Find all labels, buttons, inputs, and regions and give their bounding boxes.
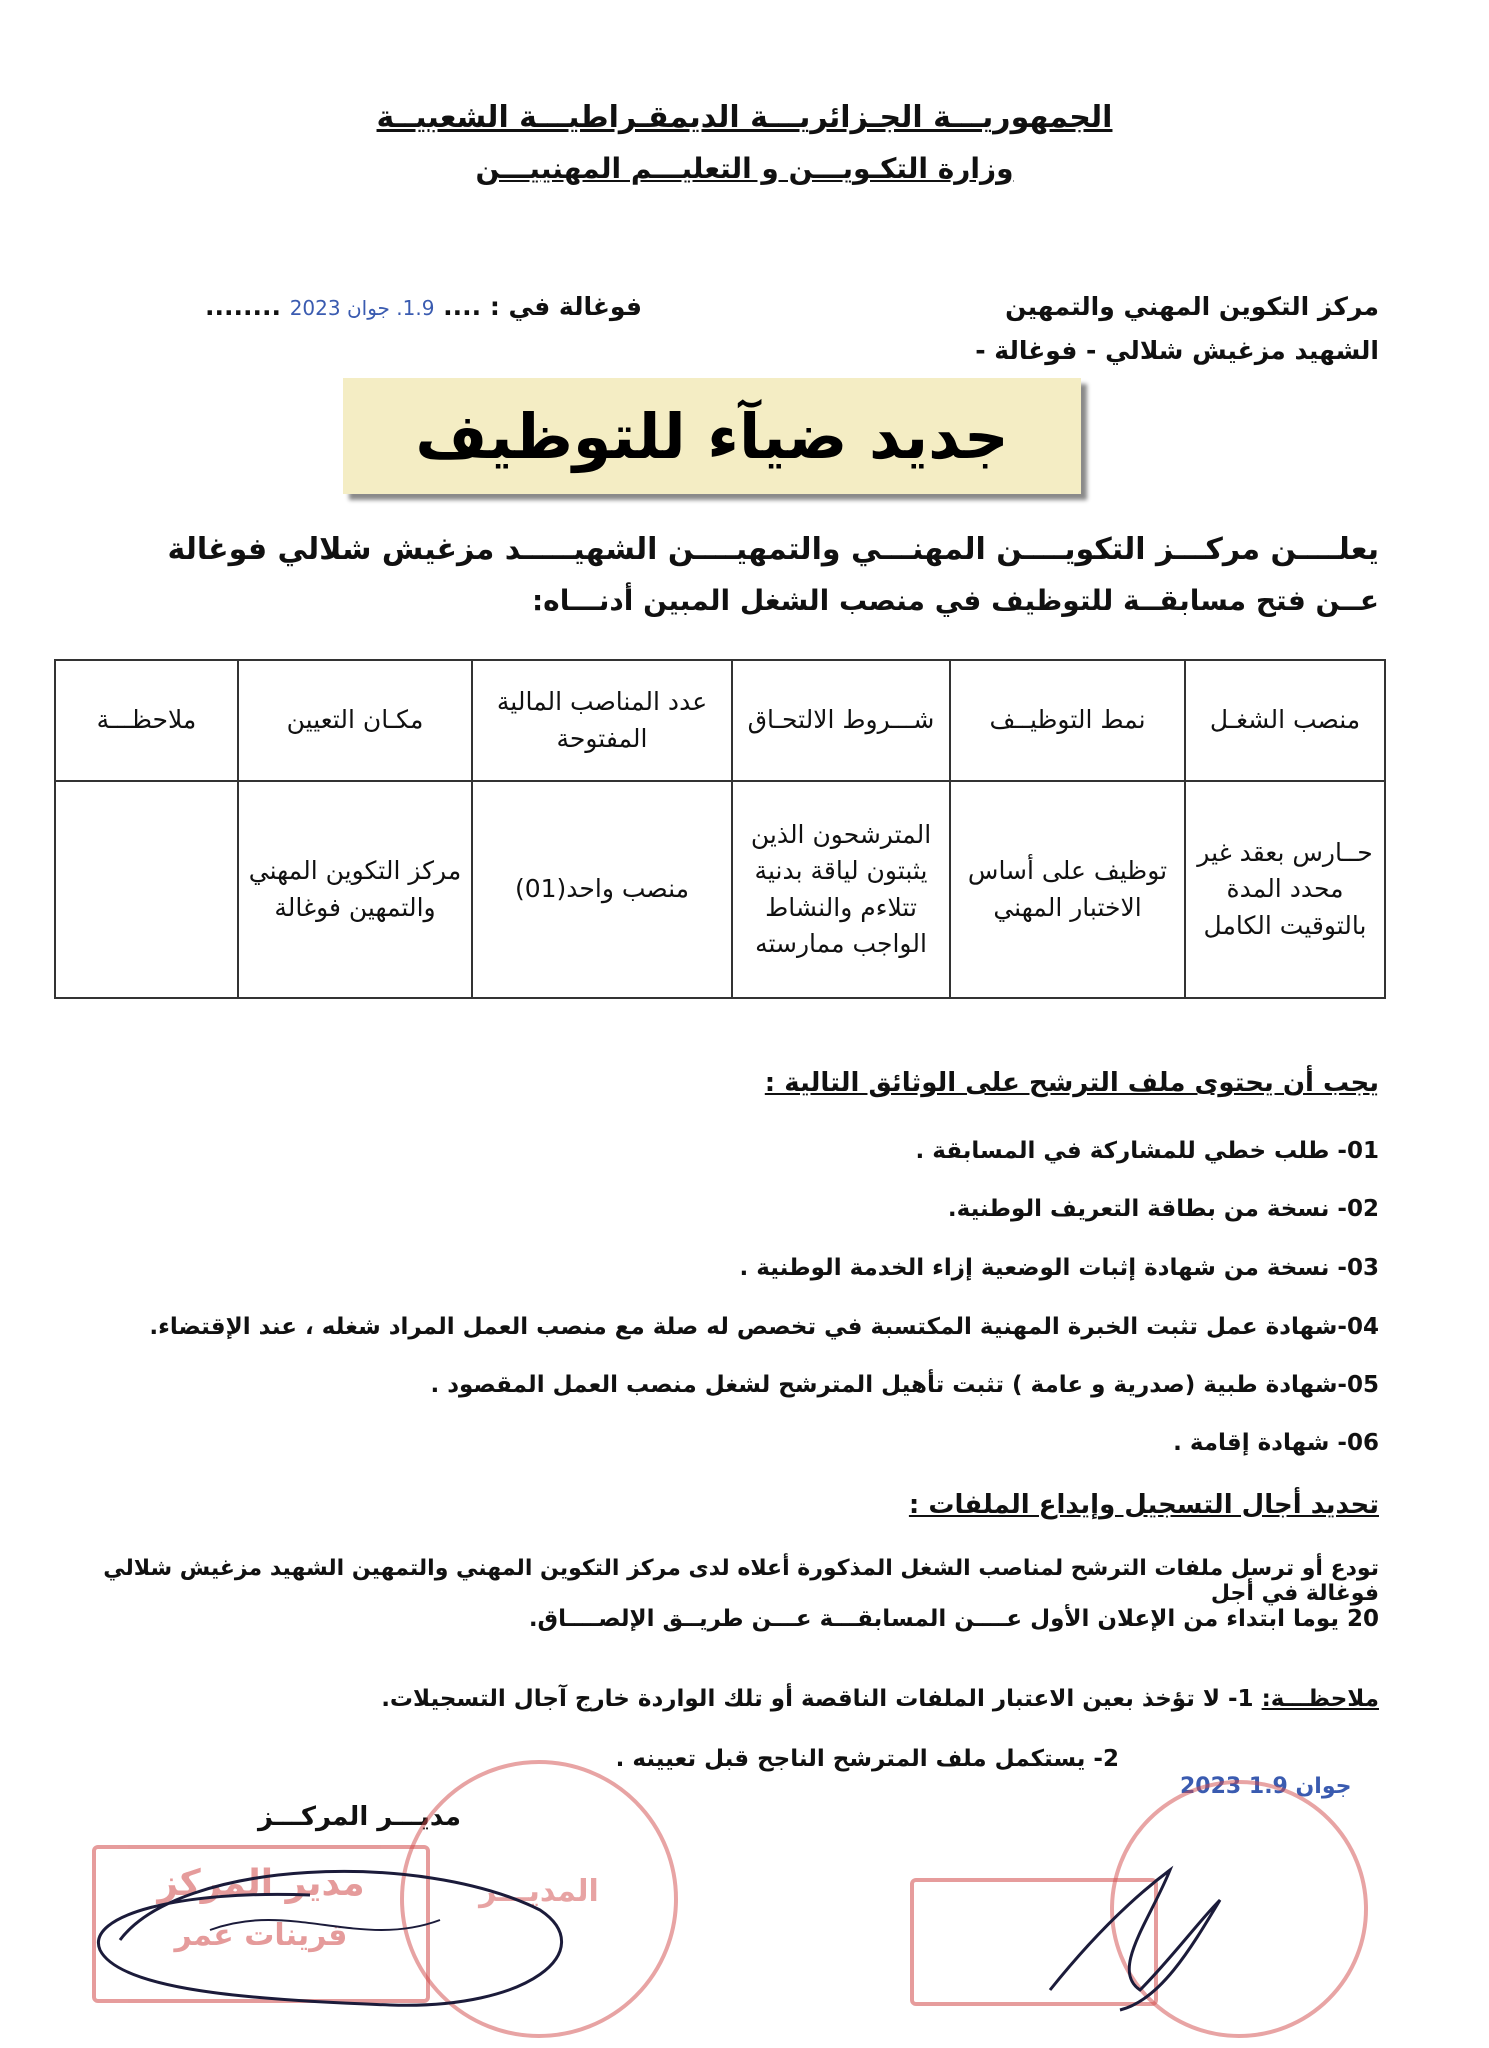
deadline-line-2: 20 يوما ابتداء من الإعلان الأول عــــن المسابقـــة عـــن طريــق الإلصــــاق. <box>528 1606 1379 1632</box>
issuer-line-2: الشهيد مزغيش شلالي - فوغالة - <box>975 336 1379 365</box>
header-recruitment-mode: نمط التوظيــف <box>950 660 1185 781</box>
header-remark: ملاحظـــة <box>55 660 238 781</box>
stamp-title: مدير المركز <box>157 1863 365 1904</box>
republic-title: الجمهوريـــة الجـزائريـــة الديمقـراطيـــة الشعبيــة <box>376 100 1113 135</box>
header-positions-count: عدد المناصب المالية المفتوحة <box>472 660 732 781</box>
place-date <box>205 292 642 321</box>
place-date-trail: ........ <box>205 292 281 321</box>
document-item-1: 01- طلب خطي للمشاركة في المسابقة . <box>915 1138 1379 1164</box>
recruitment-banner <box>343 378 1081 494</box>
announcement-line-1: يعلــــن مركـــز التكويــــن المهنـــي والتمهيــــن الشهيـــــد مزغيش شلالي فوغالة <box>167 532 1379 567</box>
cell-assignment-place: مركز التكوين المهني والتمهين فوغالة <box>238 781 472 998</box>
stamp-name: قرينات عمر <box>174 1918 348 1953</box>
issuer-line-1: مركز التكوين المهني والتمهين <box>1005 292 1379 321</box>
note-1: 1- لا تؤخذ بعين الاعتبار الملفات الناقصة أو تلك الواردة خارج آجال التسجيلات. <box>381 1686 1254 1712</box>
cell-positions-count: منصب واحد(01) <box>472 781 732 998</box>
received-date-stamp: 2023 جوان 1.9 <box>1180 1774 1352 1799</box>
banner-text: جديد ضيآء للتوظيف <box>415 399 1009 473</box>
note-2: 2- يستكمل ملف المترشح الناجح قبل تعيينه . <box>615 1746 1119 1772</box>
cell-conditions: المترشحون الذين يثبتون لياقة بدنية تتلاءم والنشاط الواجب ممارسته <box>732 781 950 998</box>
seal-center-text: المديـــر <box>479 1874 599 1909</box>
document-item-6: 06- شهادة إقامة . <box>1173 1430 1379 1456</box>
document-item-5: 05-شهادة طبية (صدرية و عامة ) تثبت تأهيل المترشح لشغل منصب العمل المقصود . <box>430 1372 1379 1398</box>
document-item-3: 03- نسخة من شهادة إثبات الوضعية إزاء الخدمة الوطنية . <box>739 1255 1379 1281</box>
ministry-title: وزارة التكـويـــن و التعليـــم المهنييـــن <box>475 152 1014 185</box>
document-item-4: 04-شهادة عمل تثبت الخبرة المهنية المكتسبة في تخصص له صلة مع منصب العمل المراد شغله ، عند الإقتضاء. <box>149 1314 1379 1340</box>
header-conditions: شـــروط الالتحـاق <box>732 660 950 781</box>
cell-job-position: حــارس بعقد غير محدد المدة بالتوقيت الكامل <box>1185 781 1385 998</box>
notes-block <box>381 1686 1379 1712</box>
place-date-value: 1.9. جوان 2023 <box>289 296 435 320</box>
deadline-heading: تحديد أجال التسجيل وإيداع الملفات : <box>908 1490 1379 1520</box>
table-row <box>55 781 1385 998</box>
documents-heading: يجب أن يحتوى ملف الترشح على الوثائق التالية : <box>764 1068 1379 1098</box>
jobs-table <box>54 659 1386 999</box>
notes-label: ملاحظـــة: <box>1261 1686 1379 1712</box>
director-title: مديـــر المركـــز <box>258 1802 461 1832</box>
table-header-row <box>55 660 1385 781</box>
document-item-2: 02- نسخة من بطاقة التعريف الوطنية. <box>947 1196 1379 1222</box>
handwritten-signature-right <box>1020 1840 1240 2030</box>
header-job-position: منصب الشغـل <box>1185 660 1385 781</box>
cell-recruitment-mode: توظيف على أساس الاختبار المهني <box>950 781 1185 998</box>
announcement-line-2: عــن فتح مسابقــة للتوظيف في منصب الشغل المبين أدنـــاه: <box>531 584 1379 617</box>
header-assignment-place: مكـان التعيين <box>238 660 472 781</box>
place-date-label: فوغالة في : .... <box>443 292 642 321</box>
cell-remark <box>55 781 238 998</box>
deadline-line-1: تودع أو ترسل ملفات الترشح لمناصب الشغل المذكورة أعلاه لدى مركز التكوين المهني والتمهين الشهيد مزغيش شلالي فوغالة في أجل <box>103 1556 1379 1606</box>
handwritten-signature-left <box>60 1800 620 2040</box>
